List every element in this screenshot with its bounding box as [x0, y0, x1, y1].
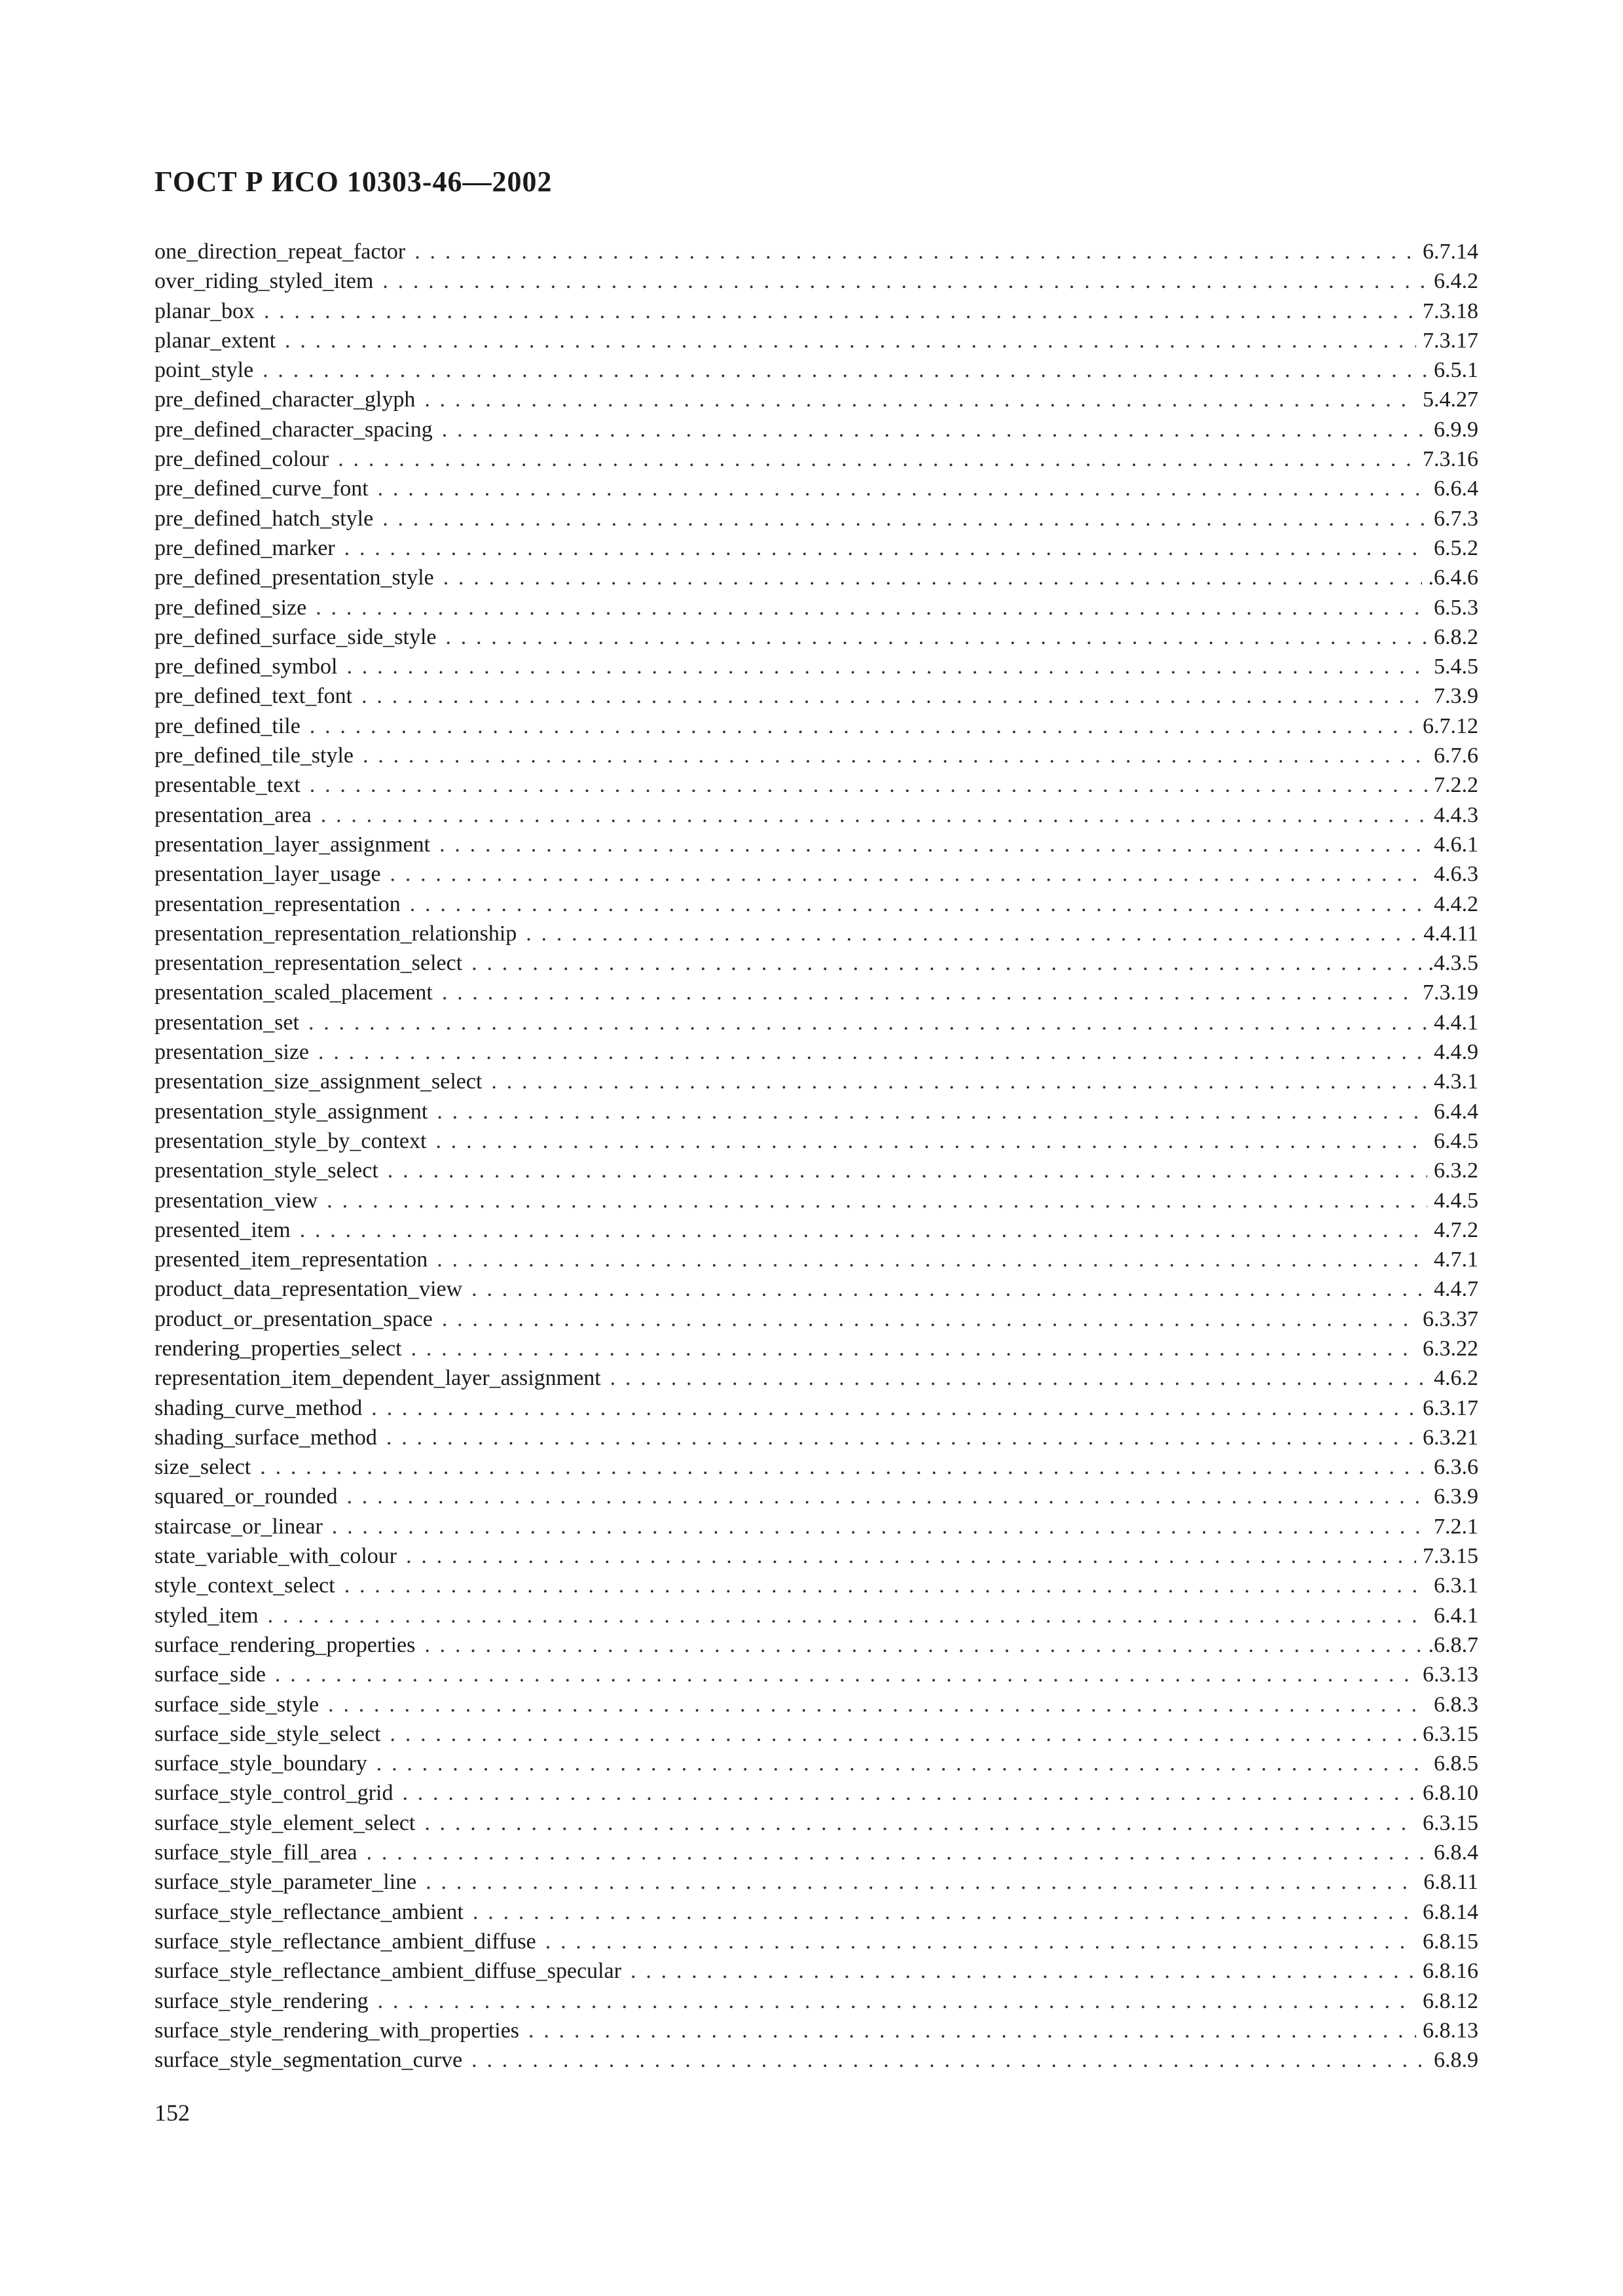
index-term: surface_style_control_grid: [155, 1781, 393, 1806]
index-section-ref: 6.8.5: [1434, 1751, 1478, 1776]
index-entry: [155, 1719, 1478, 1749]
dot-leader: [545, 1927, 1416, 1956]
index-section-ref: 6.3.2: [1434, 1158, 1478, 1183]
index-entry: [155, 711, 1478, 741]
index-term: pre_defined_text_font: [155, 684, 353, 709]
index-entry: [155, 1571, 1478, 1600]
dot-leader: [371, 1393, 1416, 1423]
index-entry: [155, 978, 1478, 1007]
index-section-ref: 6.3.13: [1423, 1662, 1478, 1687]
page-number: 152: [155, 2100, 190, 2126]
dot-leader: [491, 1067, 1427, 1096]
index-section-ref: 4.6.2: [1434, 1366, 1478, 1391]
index-entry: [155, 1690, 1478, 1719]
index-term: state_variable_with_colour: [155, 1544, 397, 1569]
index-term: over_riding_styled_item: [155, 269, 374, 294]
index-entry: [155, 919, 1478, 948]
index-section-ref: 4.4.9: [1434, 1040, 1478, 1065]
index-term: surface_style_boundary: [155, 1751, 367, 1776]
index-section-ref: 4.6.1: [1434, 832, 1478, 857]
dot-leader: [406, 1541, 1416, 1571]
index-section-ref: 6.4.5: [1434, 1128, 1478, 1153]
index-term: surface_rendering_properties: [155, 1632, 416, 1657]
dot-leader: [610, 1363, 1427, 1393]
index-term: surface_style_rendering_with_properties: [155, 2018, 520, 2043]
index-section-ref: 6.8.3: [1434, 1692, 1478, 1717]
index-term: staircase_or_linear: [155, 1514, 323, 1539]
index-section-ref: 7.3.17: [1423, 328, 1478, 353]
index-entry: [155, 444, 1478, 474]
index-entry: [155, 1008, 1478, 1037]
index-term: surface_side_style: [155, 1692, 319, 1717]
index-entry: [155, 681, 1478, 711]
index-term: presentation_style_assignment: [155, 1099, 428, 1124]
dot-leader: [347, 652, 1428, 681]
index-term: presentation_size: [155, 1040, 310, 1065]
index-term: pre_defined_surface_side_style: [155, 624, 437, 649]
index-section-ref: .4.3.5: [1428, 951, 1478, 976]
index-section-ref: 7.3.15: [1423, 1544, 1478, 1569]
index-term: planar_box: [155, 298, 255, 323]
index-entry: [155, 1838, 1478, 1867]
index-entry: [155, 889, 1478, 919]
index-section-ref: 4.7.1: [1434, 1247, 1478, 1272]
dot-leader: [263, 355, 1427, 385]
index-section-ref: 7.2.2: [1434, 773, 1478, 798]
dot-leader: [310, 770, 1427, 800]
dot-leader: [473, 1897, 1416, 1927]
index-section-ref: 6.9.9: [1434, 417, 1478, 442]
index-entry: [155, 830, 1478, 859]
index-entry: [155, 1867, 1478, 1897]
index-term: presentation_area: [155, 802, 312, 827]
index-section-ref: .6.8.7: [1428, 1632, 1478, 1657]
index-term: surface_style_reflectance_ambient: [155, 1899, 464, 1924]
index-term: surface_side: [155, 1662, 266, 1687]
dot-leader: [316, 593, 1427, 622]
dot-leader: [390, 859, 1427, 889]
index-section-ref: 6.8.10: [1423, 1781, 1478, 1806]
index-entry: [155, 948, 1478, 978]
index-entry: [155, 1126, 1478, 1156]
dot-leader: [426, 1867, 1417, 1897]
index-entry: [155, 1067, 1478, 1096]
index-section-ref: 6.7.14: [1423, 240, 1478, 264]
index-section-ref: 4.4.1: [1434, 1010, 1478, 1035]
dot-leader: [630, 1956, 1416, 1986]
index-section-ref: 4.4.2: [1434, 891, 1478, 916]
index-entry: [155, 1097, 1478, 1126]
index-term: pre_defined_marker: [155, 535, 335, 560]
index-term: shading_curve_method: [155, 1395, 363, 1420]
dot-leader: [382, 266, 1427, 296]
index-entry: [155, 504, 1478, 533]
index-entry: [155, 1541, 1478, 1571]
dot-leader: [346, 1482, 1427, 1511]
dot-leader: [275, 1660, 1416, 1689]
index-section-ref: 6.4.2: [1434, 269, 1478, 294]
index-term: presentation_set: [155, 1010, 299, 1035]
index-term: surface_side_style_select: [155, 1721, 381, 1746]
dot-leader: [526, 919, 1417, 948]
index-term: product_data_representation_view: [155, 1277, 463, 1302]
index-section-ref: 6.8.14: [1423, 1899, 1478, 1924]
index-entry: [155, 1274, 1478, 1304]
index-term: squared_or_rounded: [155, 1484, 338, 1509]
dot-leader: [382, 504, 1427, 533]
index-term: pre_defined_curve_font: [155, 476, 369, 501]
dot-leader: [446, 622, 1428, 652]
dot-leader: [388, 1156, 1427, 1185]
index-section-ref: 6.8.15: [1423, 1929, 1478, 1954]
index-entry: [155, 770, 1478, 800]
dot-leader: [437, 1245, 1427, 1274]
dot-leader: [308, 1008, 1427, 1037]
index-term: presentation_size_assignment_select: [155, 1069, 483, 1094]
index-entry: [155, 800, 1478, 830]
index-entry: [155, 1630, 1478, 1660]
index-entry: [155, 593, 1478, 622]
index-entry: [155, 326, 1478, 355]
index-term: pre_defined_character_spacing: [155, 417, 433, 442]
index-term: presentation_representation_select: [155, 951, 463, 976]
index-entry: [155, 622, 1478, 652]
index-section-ref: 6.5.2: [1434, 535, 1478, 560]
index-entry: [155, 237, 1478, 266]
dot-leader: [367, 1838, 1427, 1867]
index-entry: [155, 1334, 1478, 1363]
dot-leader: [390, 1719, 1416, 1749]
index-section-ref: 6.3.9: [1434, 1484, 1478, 1509]
dot-leader: [260, 1452, 1427, 1482]
index-term: presentation_style_by_context: [155, 1128, 427, 1153]
dot-leader: [424, 1808, 1416, 1838]
dot-leader: [443, 563, 1422, 592]
index-entry: [155, 533, 1478, 563]
index-section-ref: 6.8.11: [1423, 1870, 1478, 1895]
index-entry: [155, 1423, 1478, 1452]
index-section-ref: 6.5.1: [1434, 358, 1478, 383]
index-section-ref: 6.3.37: [1423, 1306, 1478, 1331]
dot-leader: [471, 2045, 1427, 2075]
index-section-ref: 5.4.27: [1423, 387, 1478, 412]
index-section-ref: 4.6.3: [1434, 862, 1478, 887]
index-entry: [155, 1245, 1478, 1274]
index-term: surface_style_element_select: [155, 1810, 416, 1835]
index-entry: [155, 1304, 1478, 1334]
index-entry: [155, 296, 1478, 326]
index-term: rendering_properties_select: [155, 1336, 402, 1361]
index-section-ref: 7.3.9: [1434, 684, 1478, 709]
index-term: presentation_representation: [155, 891, 401, 916]
index-term: pre_defined_colour: [155, 447, 329, 472]
index-term: presented_item_representation: [155, 1247, 428, 1272]
index-section-ref: 5.4.5: [1434, 655, 1478, 679]
dot-leader: [361, 681, 1427, 711]
index-term: surface_style_segmentation_curve: [155, 2048, 463, 2073]
page-header: ГОСТ Р ИСО 10303-46—2002: [155, 166, 553, 198]
index-entry: [155, 1956, 1478, 1986]
index-entry: [155, 1808, 1478, 1838]
dot-leader: [318, 1037, 1427, 1067]
index-entry: [155, 1393, 1478, 1423]
index-section-ref: 7.3.18: [1423, 298, 1478, 323]
dot-leader: [344, 1571, 1427, 1600]
index-section-ref: 4.7.2: [1434, 1217, 1478, 1242]
index-term: surface_style_parameter_line: [155, 1870, 417, 1895]
index-section-ref: 4.4.11: [1423, 921, 1478, 946]
index-entry: [155, 474, 1478, 503]
index-section-ref: 6.8.4: [1434, 1840, 1478, 1865]
index-section-ref: 6.3.21: [1423, 1425, 1478, 1450]
dot-leader: [528, 2016, 1416, 2045]
index-term: pre_defined_presentation_style: [155, 565, 434, 590]
index-entry: [155, 1037, 1478, 1067]
dot-leader: [268, 1601, 1427, 1630]
index-section-ref: 6.8.13: [1423, 2018, 1478, 2043]
index-entry: [155, 1986, 1478, 2016]
dot-leader: [442, 1304, 1416, 1334]
index-section-ref: 4.4.3: [1434, 802, 1478, 827]
dot-leader: [471, 1274, 1427, 1304]
index-section-ref: 4.3.1: [1434, 1069, 1478, 1094]
index-term: surface_style_reflectance_ambient_diffuse_specular: [155, 1959, 622, 1984]
dot-leader: [442, 978, 1416, 1007]
index-entry: [155, 1749, 1478, 1778]
index-entry: [155, 2016, 1478, 2045]
index-term: surface_style_reflectance_ambient_diffuse: [155, 1929, 536, 1954]
dot-leader: [300, 1215, 1427, 1245]
index-entry: [155, 741, 1478, 770]
index-section-ref: 6.8.9: [1434, 2048, 1478, 2073]
index-term: presentation_layer_usage: [155, 862, 381, 887]
dot-leader: [414, 237, 1416, 266]
index-entry: [155, 1156, 1478, 1185]
index-entry: [155, 859, 1478, 889]
index-entry: [155, 1452, 1478, 1482]
dot-leader: [378, 1986, 1416, 2016]
index-term: pre_defined_tile: [155, 713, 301, 738]
index-entry: [155, 1215, 1478, 1245]
index-term: shading_surface_method: [155, 1425, 377, 1450]
dot-leader: [332, 1512, 1427, 1541]
dot-leader: [424, 385, 1416, 414]
index-section-ref: 6.7.6: [1434, 744, 1478, 768]
index-section-ref: 4.4.7: [1434, 1277, 1478, 1302]
index-entry: [155, 385, 1478, 414]
index-section-ref: 6.3.17: [1423, 1395, 1478, 1420]
index-section-ref: 6.3.15: [1423, 1721, 1478, 1746]
dot-leader: [424, 1630, 1421, 1660]
index-term: styled_item: [155, 1603, 259, 1628]
dot-leader: [328, 1690, 1427, 1719]
dot-leader: [327, 1186, 1427, 1215]
index-term: pre_defined_symbol: [155, 655, 338, 679]
index-entry: [155, 1778, 1478, 1808]
dot-leader: [321, 800, 1427, 830]
index-term: one_direction_repeat_factor: [155, 240, 406, 264]
index-term: presentation_layer_assignment: [155, 832, 431, 857]
index-term: planar_extent: [155, 328, 276, 353]
index-entry: [155, 2045, 1478, 2075]
index-term: point_style: [155, 358, 254, 383]
index-entry: [155, 355, 1478, 385]
index-entry: [155, 1512, 1478, 1541]
index-section-ref: 6.3.6: [1434, 1455, 1478, 1480]
dot-leader: [264, 296, 1416, 326]
index-section-ref: 6.8.12: [1423, 1988, 1478, 2013]
index-term: pre_defined_tile_style: [155, 744, 354, 768]
index-entry: [155, 266, 1478, 296]
index-term: pre_defined_hatch_style: [155, 506, 374, 531]
index-entry: [155, 1897, 1478, 1927]
index-section-ref: 6.5.3: [1434, 595, 1478, 620]
index-term: surface_style_fill_area: [155, 1840, 357, 1865]
index-term: pre_defined_character_glyph: [155, 387, 416, 412]
index-section-ref: 6.8.16: [1423, 1959, 1478, 1984]
index-term: presentation_style_select: [155, 1158, 378, 1183]
index-term: surface_style_rendering: [155, 1988, 369, 2013]
dot-leader: [376, 1749, 1427, 1778]
index-section-ref: 7.3.19: [1423, 980, 1478, 1005]
index-entry: [155, 1660, 1478, 1689]
dot-leader: [310, 711, 1416, 741]
index-section-ref: 6.4.1: [1434, 1603, 1478, 1628]
dot-leader: [285, 326, 1416, 355]
index-section-ref: 7.2.1: [1434, 1514, 1478, 1539]
index-term: presentation_representation_relationship: [155, 921, 517, 946]
index-section-ref: .6.4.6: [1428, 565, 1478, 590]
dot-leader: [439, 830, 1427, 859]
index-entry: [155, 1363, 1478, 1393]
dot-leader: [410, 889, 1427, 919]
index-section-ref: 6.3.15: [1423, 1810, 1478, 1835]
dot-leader: [386, 1423, 1416, 1452]
index-section-ref: 4.4.5: [1434, 1188, 1478, 1213]
index-list: [155, 237, 1478, 2075]
index-section-ref: 6.8.2: [1434, 624, 1478, 649]
index-term: representation_item_dependent_layer_assignment: [155, 1366, 601, 1391]
index-section-ref: 6.6.4: [1434, 476, 1478, 501]
index-section-ref: 6.7.3: [1434, 506, 1478, 531]
index-section-ref: 6.3.1: [1434, 1573, 1478, 1598]
index-section-ref: 6.7.12: [1423, 713, 1478, 738]
dot-leader: [363, 741, 1427, 770]
index-term: presented_item: [155, 1217, 291, 1242]
index-entry: [155, 1927, 1478, 1956]
dot-leader: [471, 948, 1421, 978]
index-term: size_select: [155, 1455, 251, 1480]
dot-leader: [411, 1334, 1416, 1363]
index-entry: [155, 1601, 1478, 1630]
index-entry: [155, 563, 1478, 592]
dot-leader: [338, 444, 1416, 474]
index-term: product_or_presentation_space: [155, 1306, 433, 1331]
index-term: presentation_view: [155, 1188, 318, 1213]
index-term: presentable_text: [155, 773, 301, 798]
index-entry: [155, 652, 1478, 681]
index-section-ref: 6.4.4: [1434, 1099, 1478, 1124]
dot-leader: [344, 533, 1427, 563]
index-entry: [155, 1482, 1478, 1511]
index-section-ref: 7.3.16: [1423, 447, 1478, 472]
dot-leader: [402, 1778, 1416, 1808]
index-term: pre_defined_size: [155, 595, 307, 620]
index-term: presentation_scaled_placement: [155, 980, 433, 1005]
dot-leader: [435, 1126, 1427, 1156]
dot-leader: [437, 1097, 1427, 1126]
index-section-ref: 6.3.22: [1423, 1336, 1478, 1361]
index-term: style_context_select: [155, 1573, 335, 1598]
index-entry: [155, 415, 1478, 444]
dot-leader: [378, 474, 1427, 503]
dot-leader: [442, 415, 1427, 444]
index-entry: [155, 1186, 1478, 1215]
